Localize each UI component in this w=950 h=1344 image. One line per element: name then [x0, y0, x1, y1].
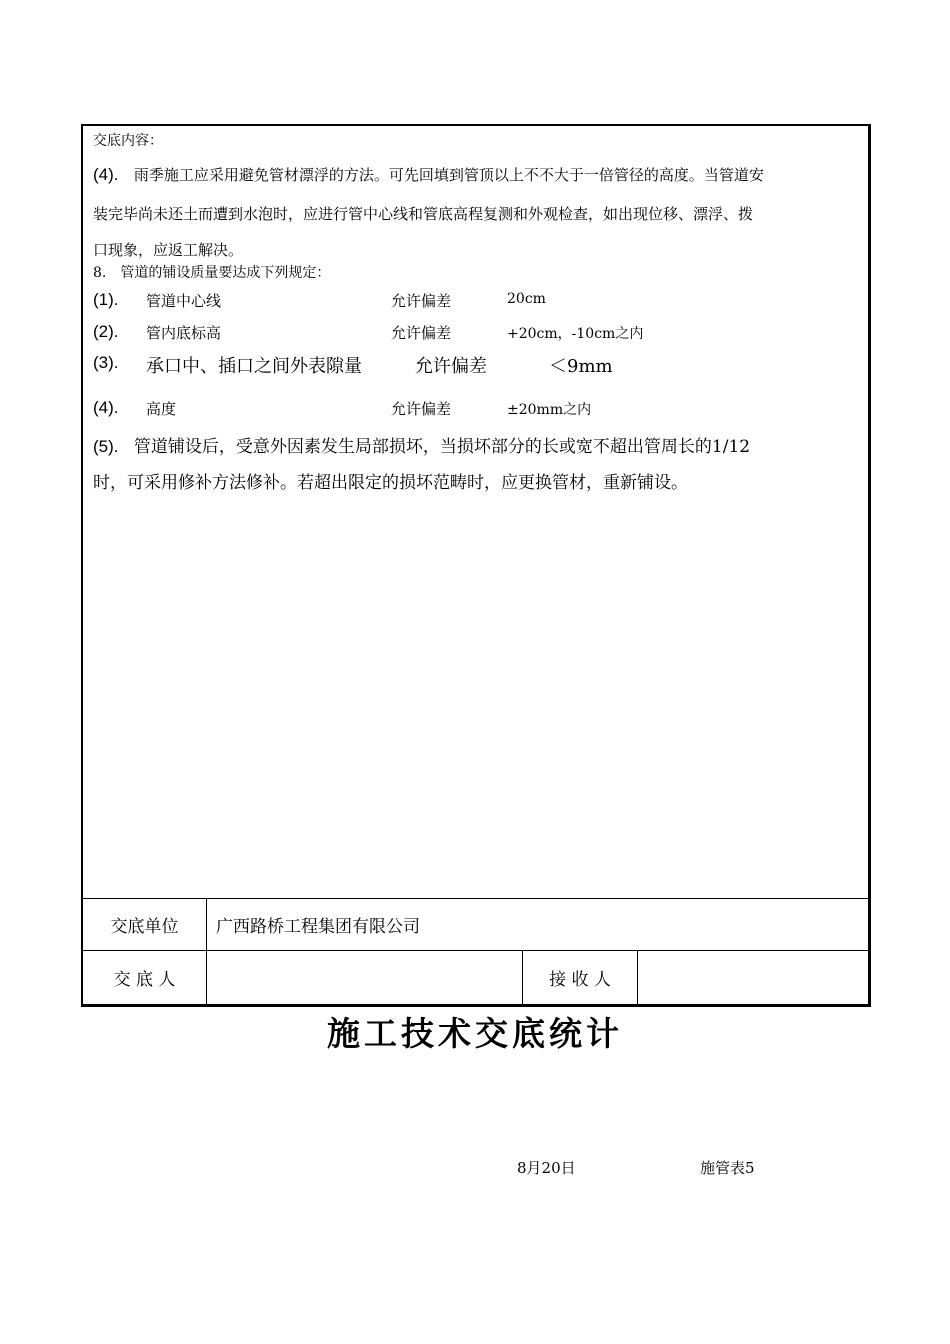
page-title: 施工技术交底统计	[327, 1014, 623, 1053]
disclosure-form	[81, 124, 871, 1007]
content-heading: 交底内容：	[93, 133, 163, 149]
footer-form-number: 施管表5	[700, 1159, 755, 1177]
footer-date: 8月20日	[517, 1159, 576, 1177]
paragraph-5-line-2: 时，可采用修补方法修补。若超出限定的损坏范畴时，应更换管材，重新铺设。	[93, 473, 688, 493]
paragraph-4-line-2: 装完毕尚未还土而遭到水泡时，应进行管中心线和管底高程复测和外观检查，如出现位移、漂浮、拨	[93, 205, 754, 223]
paragraph-4-number: (4).	[93, 165, 119, 184]
paragraph-5-number: (5).	[93, 437, 119, 456]
spec-row: (3). 承口中、插口之间外表隙量 允许偏差 ＜9mm	[93, 353, 613, 377]
spec-row: (4). 高度 允许偏差 ±20mm之内	[93, 398, 592, 418]
paragraph-5-line-1: (5). 管道铺设后，受意外因素发生局部损坏，当损坏部分的长或宽不超出管周长的1/12	[93, 437, 751, 457]
disclosure-content	[83, 126, 868, 898]
unit-value: 广西路桥工程集团有限公司	[216, 917, 420, 937]
paragraph-4-line-3: 口现象，应返工解决。	[93, 241, 244, 259]
paragraph-4-line-1: (4). 雨季施工应采用避免管材漂浮的方法。可先回填到管顶以上不不大于一倍管径的高度。当管道安	[93, 165, 764, 184]
unit-label: 交底单位	[110, 917, 179, 937]
giver-field[interactable]	[207, 951, 522, 1004]
item-8-heading: 8. 管道的铺设质量要达成下列规定：	[93, 265, 331, 281]
spec-row: (2). 管内底标高 允许偏差 +20cm，-10cm之内	[93, 322, 644, 342]
receiver-label: 接 收 人	[549, 970, 611, 990]
giver-label: 交 底 人	[113, 970, 176, 990]
spec-row: (1). 管道中心线 允许偏差 20cm	[93, 290, 546, 310]
receiver-field[interactable]	[638, 951, 866, 1004]
